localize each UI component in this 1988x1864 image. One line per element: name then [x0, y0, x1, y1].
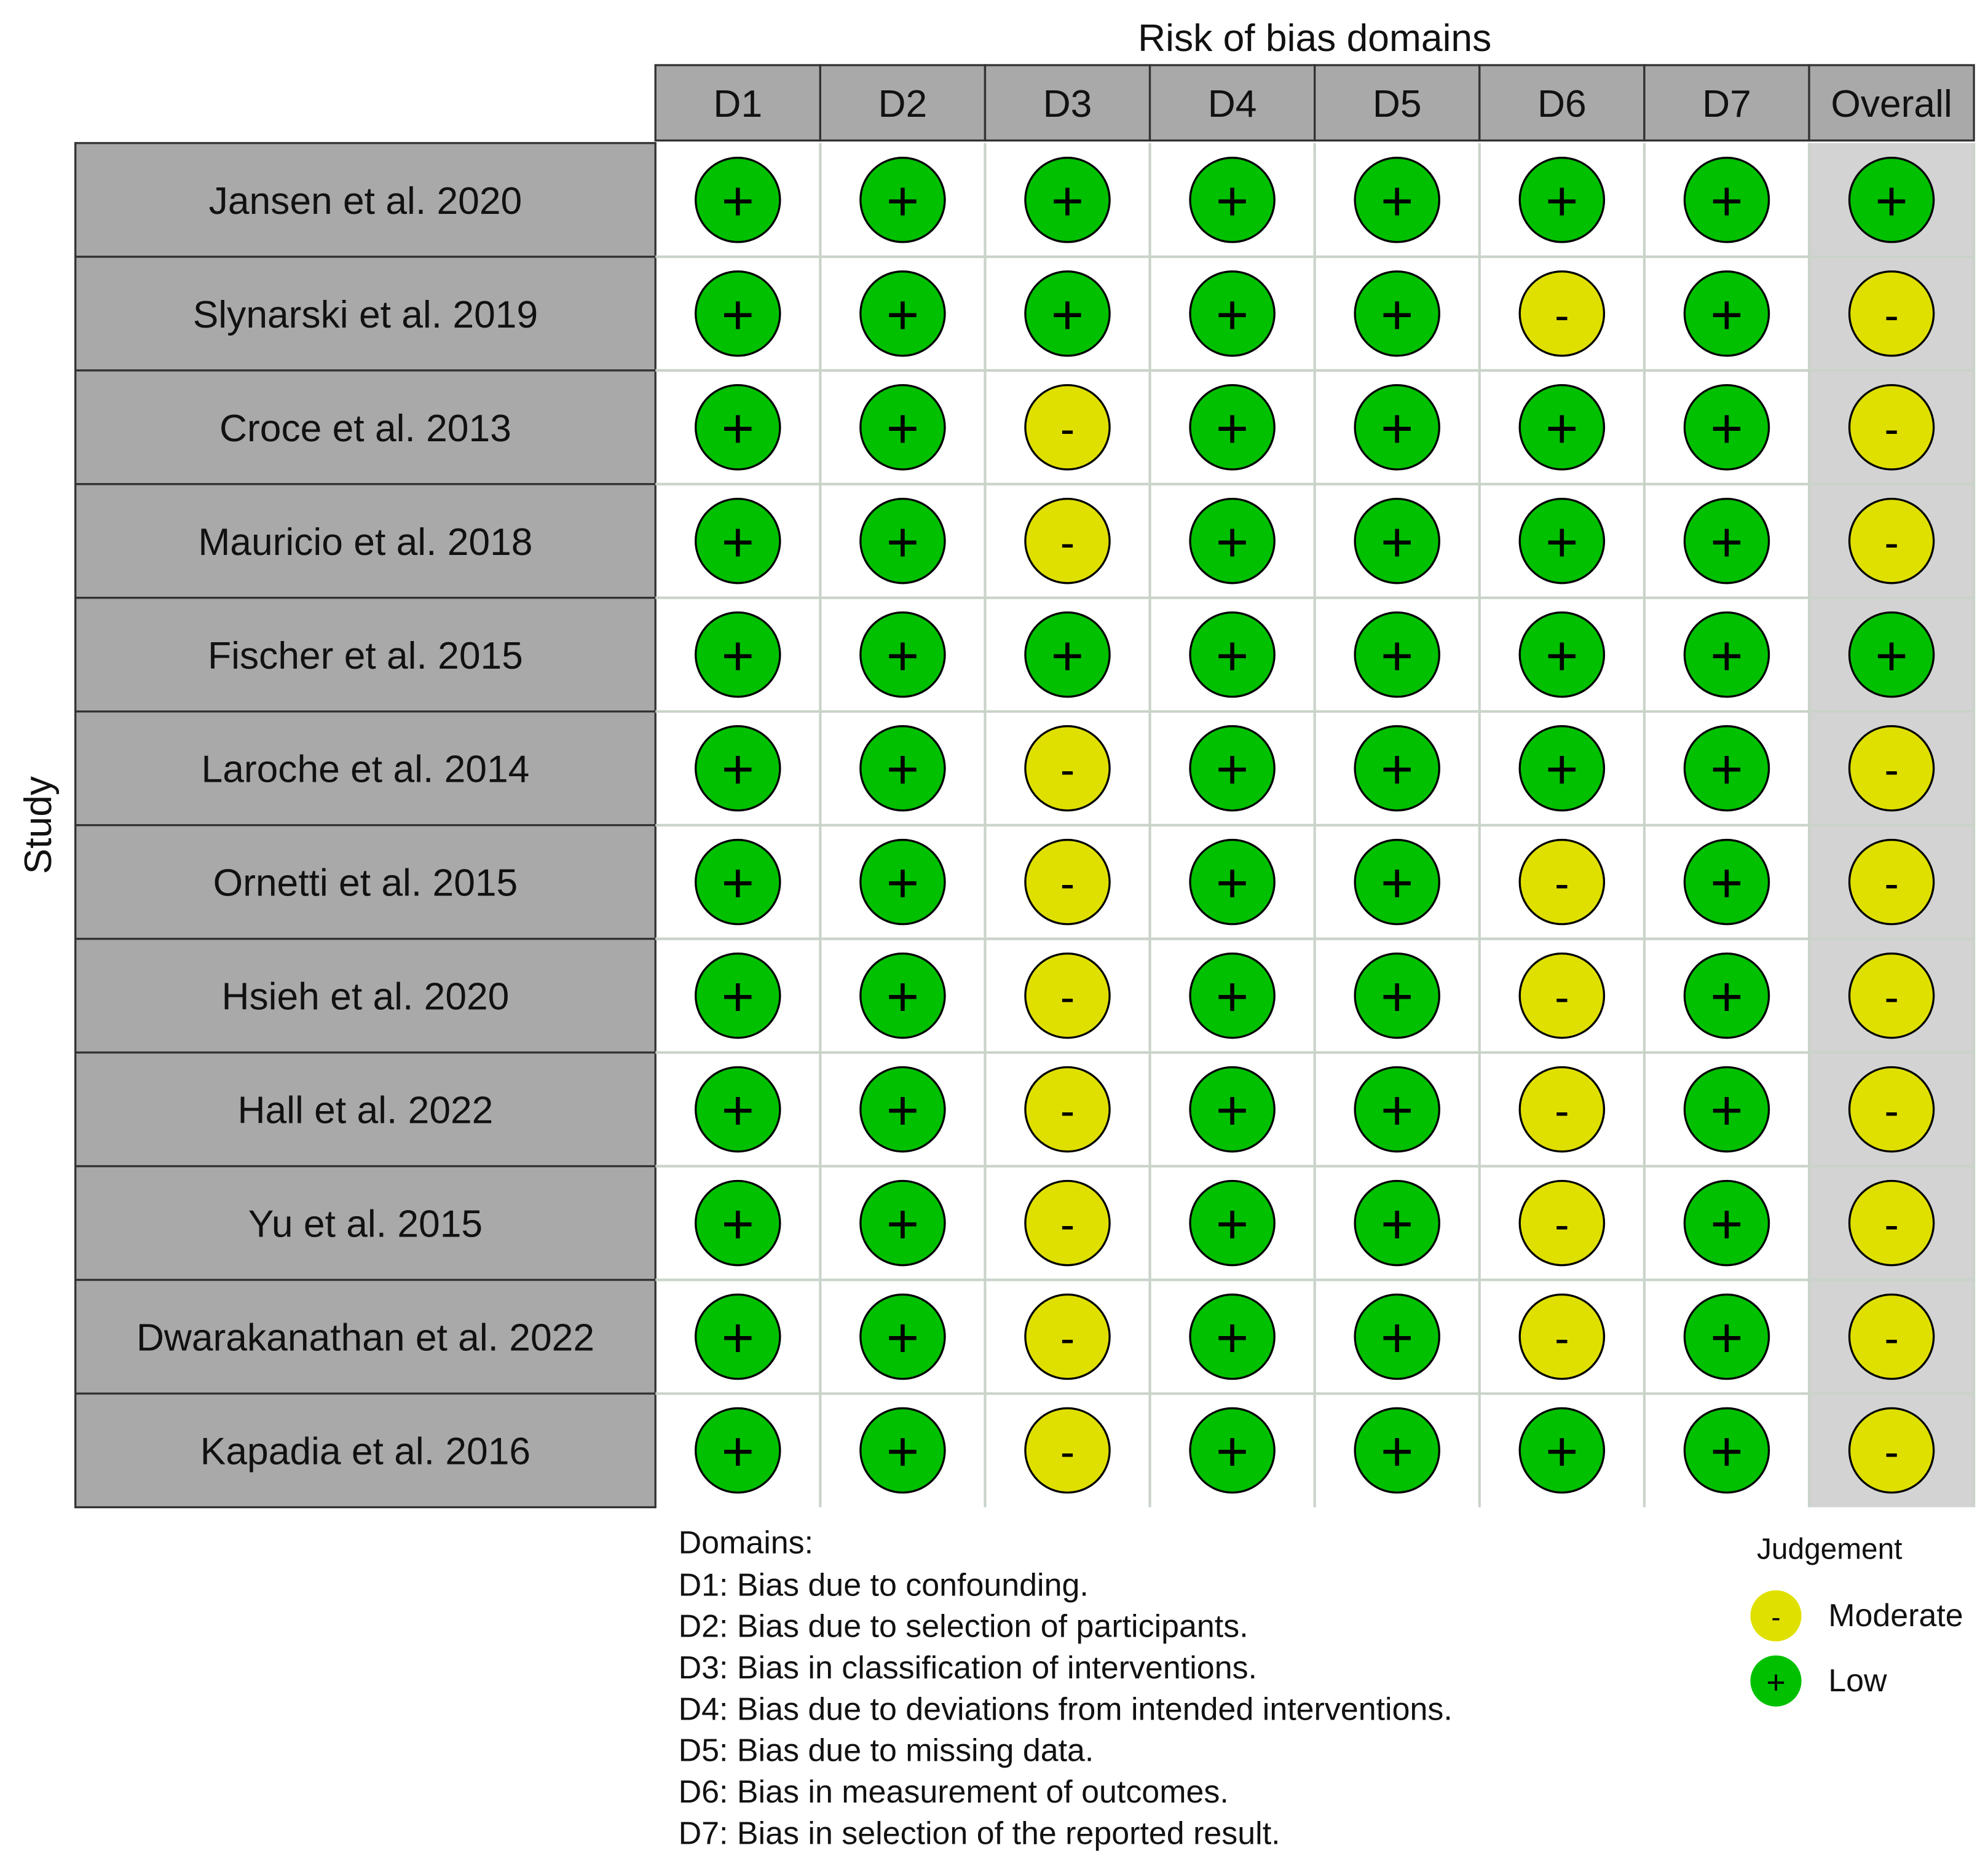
- study-label: Kapadia et al. 2016: [200, 1430, 531, 1473]
- study-label: Ornetti et al. 2015: [213, 862, 518, 905]
- judgement-symbol: +: [1381, 738, 1414, 801]
- judgement-symbol: -: [1884, 1200, 1899, 1249]
- legend-symbol: -: [1771, 1601, 1781, 1633]
- judgement-symbol: +: [1875, 624, 1908, 688]
- column-header-d4: D4: [1207, 82, 1257, 125]
- y-axis-label: Study: [17, 776, 60, 875]
- column-header-d6: D6: [1537, 82, 1587, 125]
- judgement-symbol: +: [1215, 852, 1249, 915]
- judgement-symbol: +: [1381, 1420, 1414, 1484]
- study-label: Dwarakanathan et al. 2022: [136, 1316, 595, 1359]
- judgement-symbol: +: [1381, 397, 1414, 460]
- domain-description: D1: Bias due to confounding.: [678, 1567, 1089, 1603]
- judgement-symbol: +: [1381, 170, 1414, 233]
- judgement-symbol: -: [1060, 972, 1075, 1021]
- judgement-symbol: +: [1051, 170, 1084, 233]
- judgement-symbol: +: [1545, 1420, 1579, 1484]
- judgement-symbol: +: [721, 170, 754, 233]
- judgement-symbol: +: [721, 1420, 754, 1484]
- column-header-d1: D1: [713, 82, 763, 125]
- judgement-symbol: +: [1710, 511, 1743, 574]
- legend-label: Moderate: [1828, 1598, 1963, 1634]
- judgement-symbol: +: [1710, 1420, 1743, 1484]
- domain-description: D6: Bias in measurement of outcomes.: [678, 1774, 1229, 1811]
- judgement-symbol: -: [1060, 1427, 1075, 1476]
- judgement-symbol: +: [1215, 624, 1249, 688]
- judgement-symbol: +: [1381, 1193, 1414, 1256]
- table-gridlines: [655, 143, 1974, 1508]
- judgement-symbol: -: [1884, 1313, 1899, 1363]
- judgement-symbol: -: [1884, 290, 1899, 339]
- judgement-symbol: +: [886, 1420, 920, 1484]
- judgement-symbol: +: [886, 738, 920, 801]
- judgement-symbol: +: [1545, 511, 1579, 574]
- judgement-symbol: +: [1381, 1079, 1414, 1142]
- judgement-symbol: +: [1710, 170, 1743, 233]
- domains-heading: Domains:: [678, 1525, 814, 1561]
- judgement-symbol: +: [1215, 397, 1249, 460]
- study-label: Croce et al. 2013: [219, 407, 511, 450]
- column-header-d7: D7: [1702, 82, 1751, 125]
- judgement-symbol: +: [1215, 1193, 1249, 1256]
- study-label: Mauricio et al. 2018: [198, 521, 533, 564]
- judgement-symbol: -: [1060, 404, 1075, 453]
- judgement-symbol: +: [721, 1079, 754, 1142]
- study-label: Jansen et al. 2020: [208, 179, 523, 222]
- column-header-d3: D3: [1043, 82, 1092, 125]
- judgement-symbol: +: [721, 852, 754, 915]
- judgement-symbol: +: [886, 283, 920, 347]
- judgement-symbol: +: [1545, 170, 1579, 233]
- judgement-symbol: +: [721, 624, 754, 688]
- judgement-symbol: -: [1060, 1200, 1075, 1249]
- judgement-symbol: +: [886, 1193, 920, 1256]
- judgement-symbol: -: [1555, 1313, 1569, 1363]
- study-label: Hall et al. 2022: [237, 1089, 494, 1132]
- legend-title: Judgement: [1757, 1533, 1903, 1566]
- judgement-symbol: +: [886, 397, 920, 460]
- judgement-symbol: -: [1884, 745, 1899, 794]
- judgement-symbol: +: [1545, 624, 1579, 688]
- study-label: Slynarski et al. 2019: [192, 293, 538, 336]
- domain-description: D3: Bias in classification of interventions.: [678, 1650, 1258, 1686]
- judgement-symbol: +: [1545, 397, 1579, 460]
- judgement-symbol: +: [1215, 283, 1249, 347]
- judgement-symbol: +: [721, 965, 754, 1029]
- judgement-symbol: -: [1884, 1427, 1899, 1476]
- judgement-symbol: +: [1215, 1420, 1249, 1484]
- judgement-symbol: +: [1215, 1307, 1249, 1370]
- judgement-symbol: +: [1710, 397, 1743, 460]
- judgement-symbol: +: [1710, 1079, 1743, 1142]
- judgement-symbol: +: [1051, 624, 1084, 688]
- judgement-symbol: -: [1060, 1313, 1075, 1363]
- judgement-symbol: +: [886, 852, 920, 915]
- judgement-symbol: -: [1884, 1086, 1899, 1135]
- domain-description: D7: Bias in selection of the reported result.: [678, 1815, 1280, 1852]
- legend-symbol: +: [1766, 1664, 1786, 1701]
- judgement-symbol: +: [721, 1307, 754, 1370]
- judgement-symbol: +: [886, 624, 920, 688]
- judgement-symbol: +: [721, 1193, 754, 1256]
- judgement-symbol: +: [1215, 965, 1249, 1029]
- judgement-symbol: +: [1215, 1079, 1249, 1142]
- judgement-symbol: +: [1710, 1193, 1743, 1256]
- study-label: Fischer et al. 2015: [207, 634, 523, 677]
- column-header-d5: D5: [1372, 82, 1422, 125]
- judgement-symbol: -: [1555, 1200, 1569, 1249]
- domain-description: D5: Bias due to missing data.: [678, 1732, 1094, 1769]
- judgement-symbol: +: [1875, 170, 1908, 233]
- judgement-symbol: +: [1710, 624, 1743, 688]
- judgement-symbol: +: [1381, 965, 1414, 1029]
- judgement-symbol: -: [1060, 1086, 1075, 1135]
- judgement-symbol: +: [1710, 283, 1743, 347]
- judgement-symbol: +: [1381, 852, 1414, 915]
- judgement-symbol: -: [1060, 745, 1075, 794]
- judgement-symbol: +: [1710, 738, 1743, 801]
- judgement-symbol: +: [1710, 965, 1743, 1029]
- judgement-symbol: +: [886, 511, 920, 574]
- judgement-symbol: +: [886, 1079, 920, 1142]
- column-header-overall: Overall: [1831, 82, 1952, 125]
- judgement-symbol: +: [721, 738, 754, 801]
- judgement-symbol: -: [1555, 972, 1569, 1021]
- study-label: Laroche et al. 2014: [201, 748, 530, 791]
- judgement-symbol: +: [721, 283, 754, 347]
- judgement-symbol: -: [1884, 859, 1899, 908]
- judgement-symbol: +: [886, 965, 920, 1029]
- judgement-symbol: +: [1545, 738, 1579, 801]
- judgement-symbol: -: [1884, 517, 1899, 567]
- domain-description: D2: Bias due to selection of participants.: [678, 1608, 1248, 1645]
- judgement-symbol: +: [1051, 283, 1084, 347]
- study-label: Yu et al. 2015: [248, 1203, 483, 1246]
- judgement-symbol: +: [1381, 1307, 1414, 1370]
- chart-title: Risk of bias domains: [1138, 17, 1492, 60]
- judgement-symbol: +: [1381, 624, 1414, 688]
- judgement-symbol: +: [1710, 852, 1743, 915]
- judgement-symbol: -: [1884, 972, 1899, 1021]
- judgement-symbol: -: [1555, 859, 1569, 908]
- judgement-symbol: +: [886, 1307, 920, 1370]
- domain-description: D4: Bias due to deviations from intended interventions.: [678, 1691, 1453, 1728]
- judgement-symbol: +: [721, 397, 754, 460]
- judgement-symbol: -: [1884, 404, 1899, 453]
- judgement-symbol: +: [1710, 1307, 1743, 1370]
- judgement-symbol: +: [1381, 511, 1414, 574]
- judgement-symbol: +: [1215, 738, 1249, 801]
- judgement-symbol: -: [1555, 1086, 1569, 1135]
- study-label: Hsieh et al. 2020: [221, 975, 510, 1018]
- judgement-symbol: +: [1381, 283, 1414, 347]
- column-header-d2: D2: [878, 82, 928, 125]
- judgement-symbol: +: [1215, 511, 1249, 574]
- legend-label: Low: [1828, 1663, 1887, 1699]
- judgement-symbol: -: [1555, 290, 1569, 339]
- judgement-symbol: +: [1215, 170, 1249, 233]
- judgement-symbol: +: [721, 511, 754, 574]
- judgement-symbol: +: [886, 170, 920, 233]
- judgement-symbol: -: [1060, 859, 1075, 908]
- judgement-symbol: -: [1060, 517, 1075, 567]
